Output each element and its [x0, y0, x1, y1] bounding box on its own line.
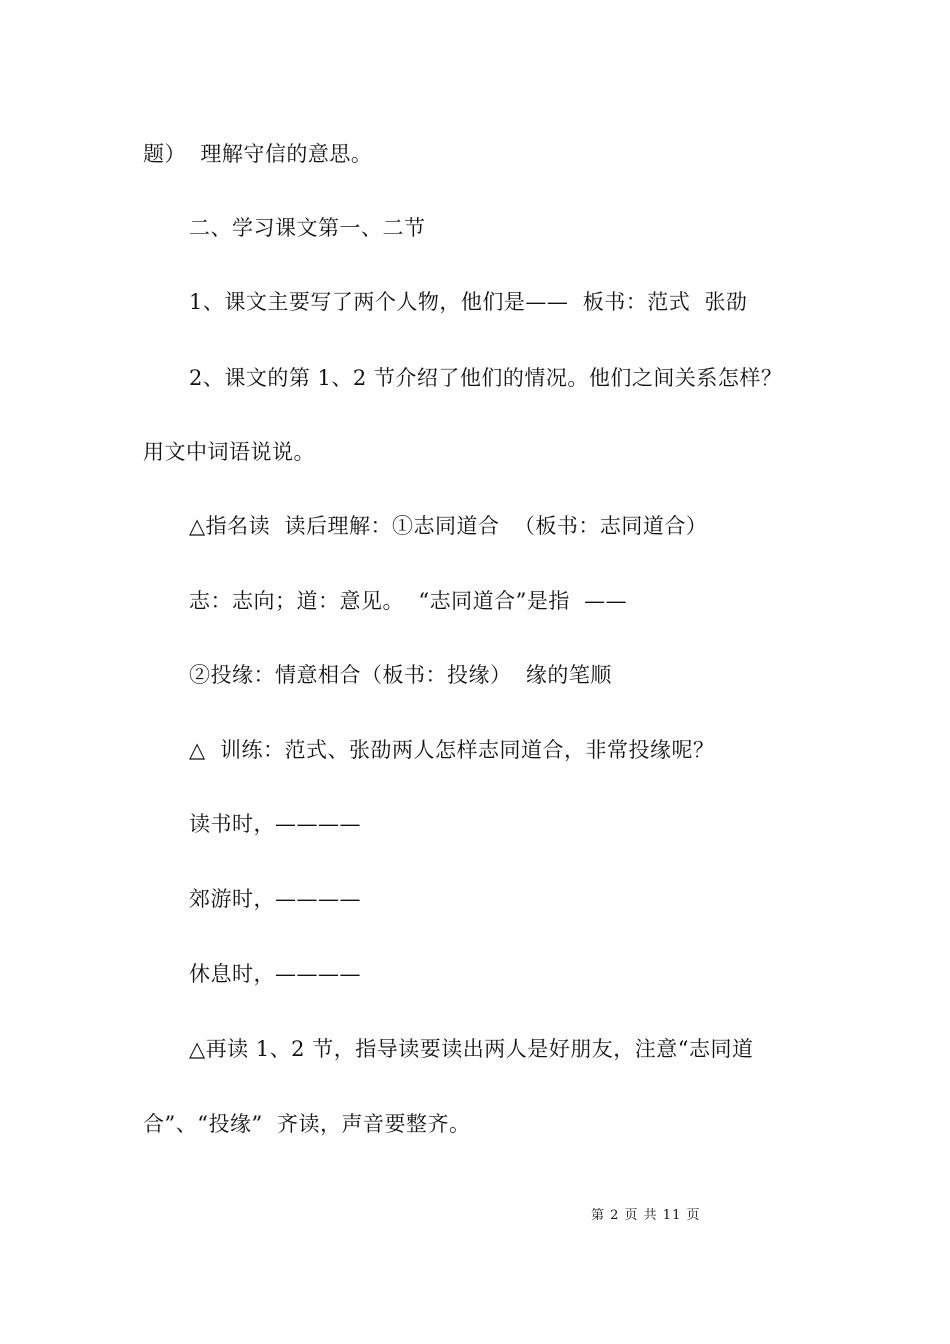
page-number-footer: 第 2 页 共 11 页 — [591, 1208, 701, 1223]
text-line: 合”、“投缘” 齐读，声音要整齐。 — [143, 1112, 471, 1136]
text-line: 休息时，———— — [189, 962, 361, 986]
text-line: 志：志向；道：意见。 “志同道合”是指 —— — [189, 589, 628, 613]
text-line: 2、课文的第 1、2 节介绍了他们的情况。他们之间关系怎样？ — [189, 366, 783, 390]
text-line: 读书时，———— — [189, 812, 361, 836]
text-line: △指名读 读后理解：①志同道合 （板书：志同道合） — [189, 514, 708, 538]
section-heading: 二、学习课文第一、二节 — [189, 216, 426, 240]
text-line: △再读 1、2 节，指导读要读出两人是好朋友，注意“志同道 — [189, 1037, 754, 1061]
text-line: 郊游时，———— — [189, 887, 361, 911]
text-line: 题） 理解守信的意思。 — [143, 142, 373, 166]
text-line: 1、课文主要写了两个人物，他们是—— 板书：范式 张劭 — [189, 290, 748, 314]
text-line: 用文中词语说说。 — [143, 440, 315, 464]
text-line: △ 训练：范式、张劭两人怎样志同道合，非常投缘呢？ — [189, 738, 715, 762]
text-line: ②投缘：情意相合（板书：投缘） 缘的笔顺 — [189, 663, 612, 687]
